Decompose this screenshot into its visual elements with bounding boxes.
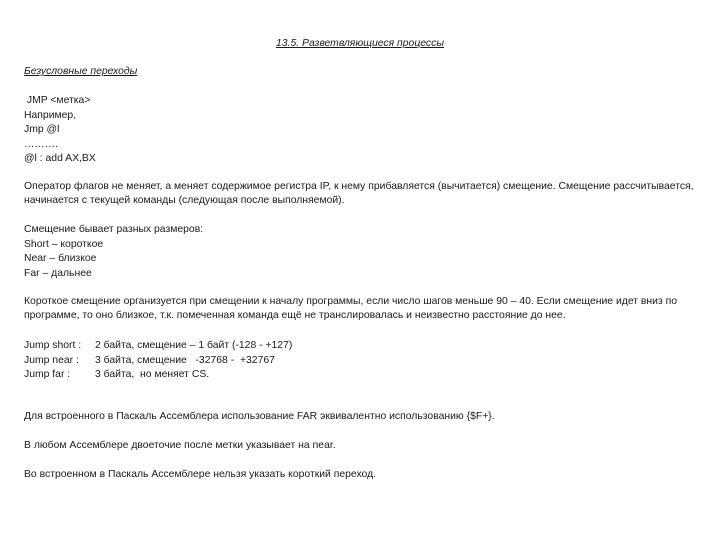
offset-sizes-list	[24, 223, 704, 281]
section-heading: Безусловные переходы	[24, 66, 138, 77]
paragraph-builtin: Во встроенном в Паскаль Ассемблере нельзя указать короткий переход.	[24, 469, 377, 480]
jump-label: Jump short :	[24, 340, 82, 351]
list-item: Near – близкое	[24, 253, 97, 264]
table-row	[24, 354, 704, 369]
jump-value: 3 байта, но меняет CS.	[95, 369, 210, 380]
jump-label: Jump near :	[24, 354, 79, 366]
page-title: 13.5. Разветвляющиеся процессы	[276, 38, 444, 49]
paragraph-short-offset: Короткое смещение организуется при смещении к началу программы, если число шагов меньше 90 – 40. Если смещение идет вниз по программе, то оно близкое, т.к. помеченная команда ещё не транслировалась и неизвестно расстояние до нее.	[24, 296, 678, 322]
list-item: Far – дальнее	[24, 267, 92, 279]
table-row	[24, 368, 704, 383]
table-row	[24, 339, 704, 354]
jump-value: 3 байта, смещение -32768 - +32767	[95, 354, 275, 366]
paragraph-colon: В любом Ассемблере двоеточие после метки указывает на near.	[24, 440, 336, 451]
code-line: ……….	[24, 138, 59, 150]
paragraph-far: Для встроенного в Паскаль Ассемблера использование FAR эквивалентно использованию {$F+}.	[24, 411, 495, 422]
code-line: Jmp @l	[24, 124, 60, 135]
code-line: Например,	[24, 109, 77, 121]
jump-value: 2 байта, смещение – 1 байт (-128 - +127)	[95, 340, 293, 351]
list-item: Смещение бывает разных размеров:	[24, 224, 204, 235]
paragraph-operator: Оператор флагов не меняет, а меняет содержимое регистра IP, к нему прибавляется (вычитается) смещение. Смещение рассчитывается, начинается с текущей команды (следующая после выполняемой).	[24, 181, 694, 207]
list-item: Short – короткое	[24, 238, 104, 250]
jump-label: Jump far :	[24, 369, 71, 380]
jump-types-table	[24, 339, 704, 383]
code-line: @l : add AX,BX	[24, 153, 96, 164]
code-example	[24, 94, 704, 167]
code-line: JMP <метка>	[24, 95, 91, 106]
